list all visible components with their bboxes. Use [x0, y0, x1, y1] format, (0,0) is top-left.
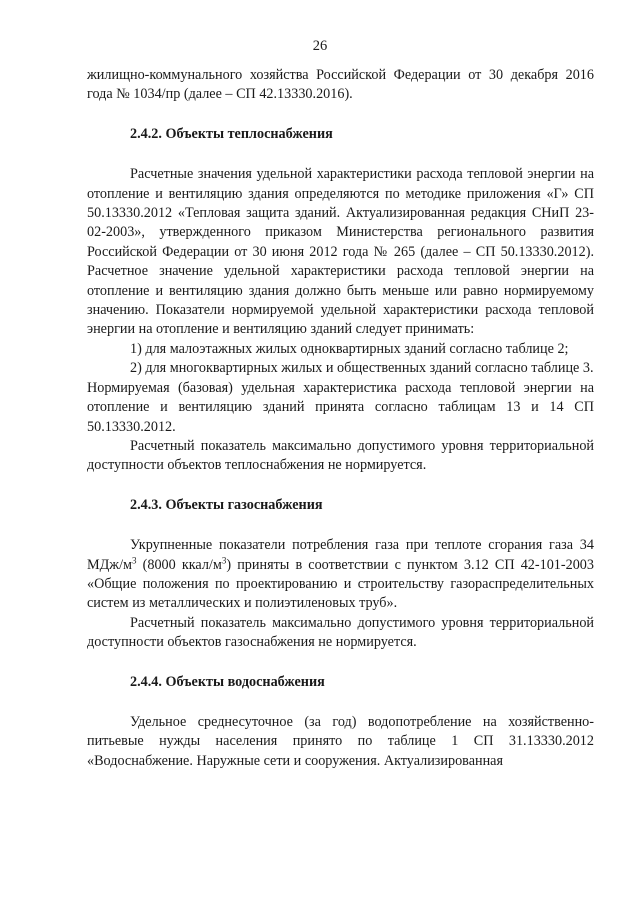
paragraph-heat-accessibility: Расчетный показатель максимально допустимого уровня территориальной доступности объектов теплоснабжения не нормируется.	[87, 437, 594, 474]
section-heading-gas-supply: 2.4.3. Объекты газоснабжения	[130, 496, 323, 513]
paragraph-heat-calculation: Расчетные значения удельной характеристики расхода тепловой энергии на отопление и вентиляцию здания определяются по методике приложения «Г» СП 50.13330.2012 «Тепловая защита зданий. Актуализированная редакция СНиП 23-02-2003», утвержденного приказом Министерства регионального развития Российской Федерации от 30 июня 2012 года № 265 (далее – СП 50.13330.2012). Расчетное значение удельной характеристики расхода тепловой энергии на отопление и вентиляцию здания должно быть меньше или равно нормируемому значению. Показатели нормируемой удельной характеристики расхода тепловой энергии на отопление и вентиляцию зданий следует принимать:	[87, 166, 594, 338]
paragraph-water-consumption: Удельное среднесуточное (за год) водопотребление на хозяйственно-питьевые нужды населения принято по таблице 1 СП 31.13330.2012 «Водоснабжение. Наружные сети и сооружения. Актуализированная	[87, 713, 594, 769]
page-number: 26	[312, 38, 328, 54]
superscript-3: 3	[221, 554, 227, 565]
gas-text-part-1: Укрупненные показатели потребления газа при теплоте сгорания газа 34 МДж/м	[87, 537, 594, 573]
gas-text-part-3: ) приняты в соответствии с пунктом 3.12 СП 42-101-2003 «Общие положения по проектированию и строительству газораспределительных систем из металлических и полиэтиленовых труб».	[87, 556, 594, 612]
page-body	[87, 66, 594, 771]
list-item-2: 2) для многоквартирных жилых и общественных зданий согласно таблице 3.	[130, 360, 594, 377]
paragraph-normative: Нормируемая (базовая) удельная характеристика расхода тепловой энергии на отопление и вентиляцию зданий принята согласно таблицам 13 и 14 СП 50.13330.2012.	[87, 379, 594, 435]
section-heading-heat-supply: 2.4.2. Объекты теплоснабжения	[130, 125, 333, 142]
paragraph-continuation: жилищно-коммунального хозяйства Российской Федерации от 30 декабря 2016 года № 1034/пр (далее – СП 42.13330.2016).	[87, 67, 594, 103]
section-heading-water-supply: 2.4.4. Объекты водоснабжения	[130, 673, 325, 690]
superscript-3: 3	[132, 554, 137, 565]
list-item-1: 1) для малоэтажных жилых одноквартирных зданий согласно таблице 2;	[130, 340, 569, 357]
paragraph-gas-accessibility: Расчетный показатель максимально допустимого уровня территориальной доступности объектов газоснабжения не нормируется.	[87, 614, 594, 651]
gas-text-part-2: (8000 ккал/м	[136, 556, 222, 573]
paragraph-gas-consumption	[87, 536, 594, 614]
